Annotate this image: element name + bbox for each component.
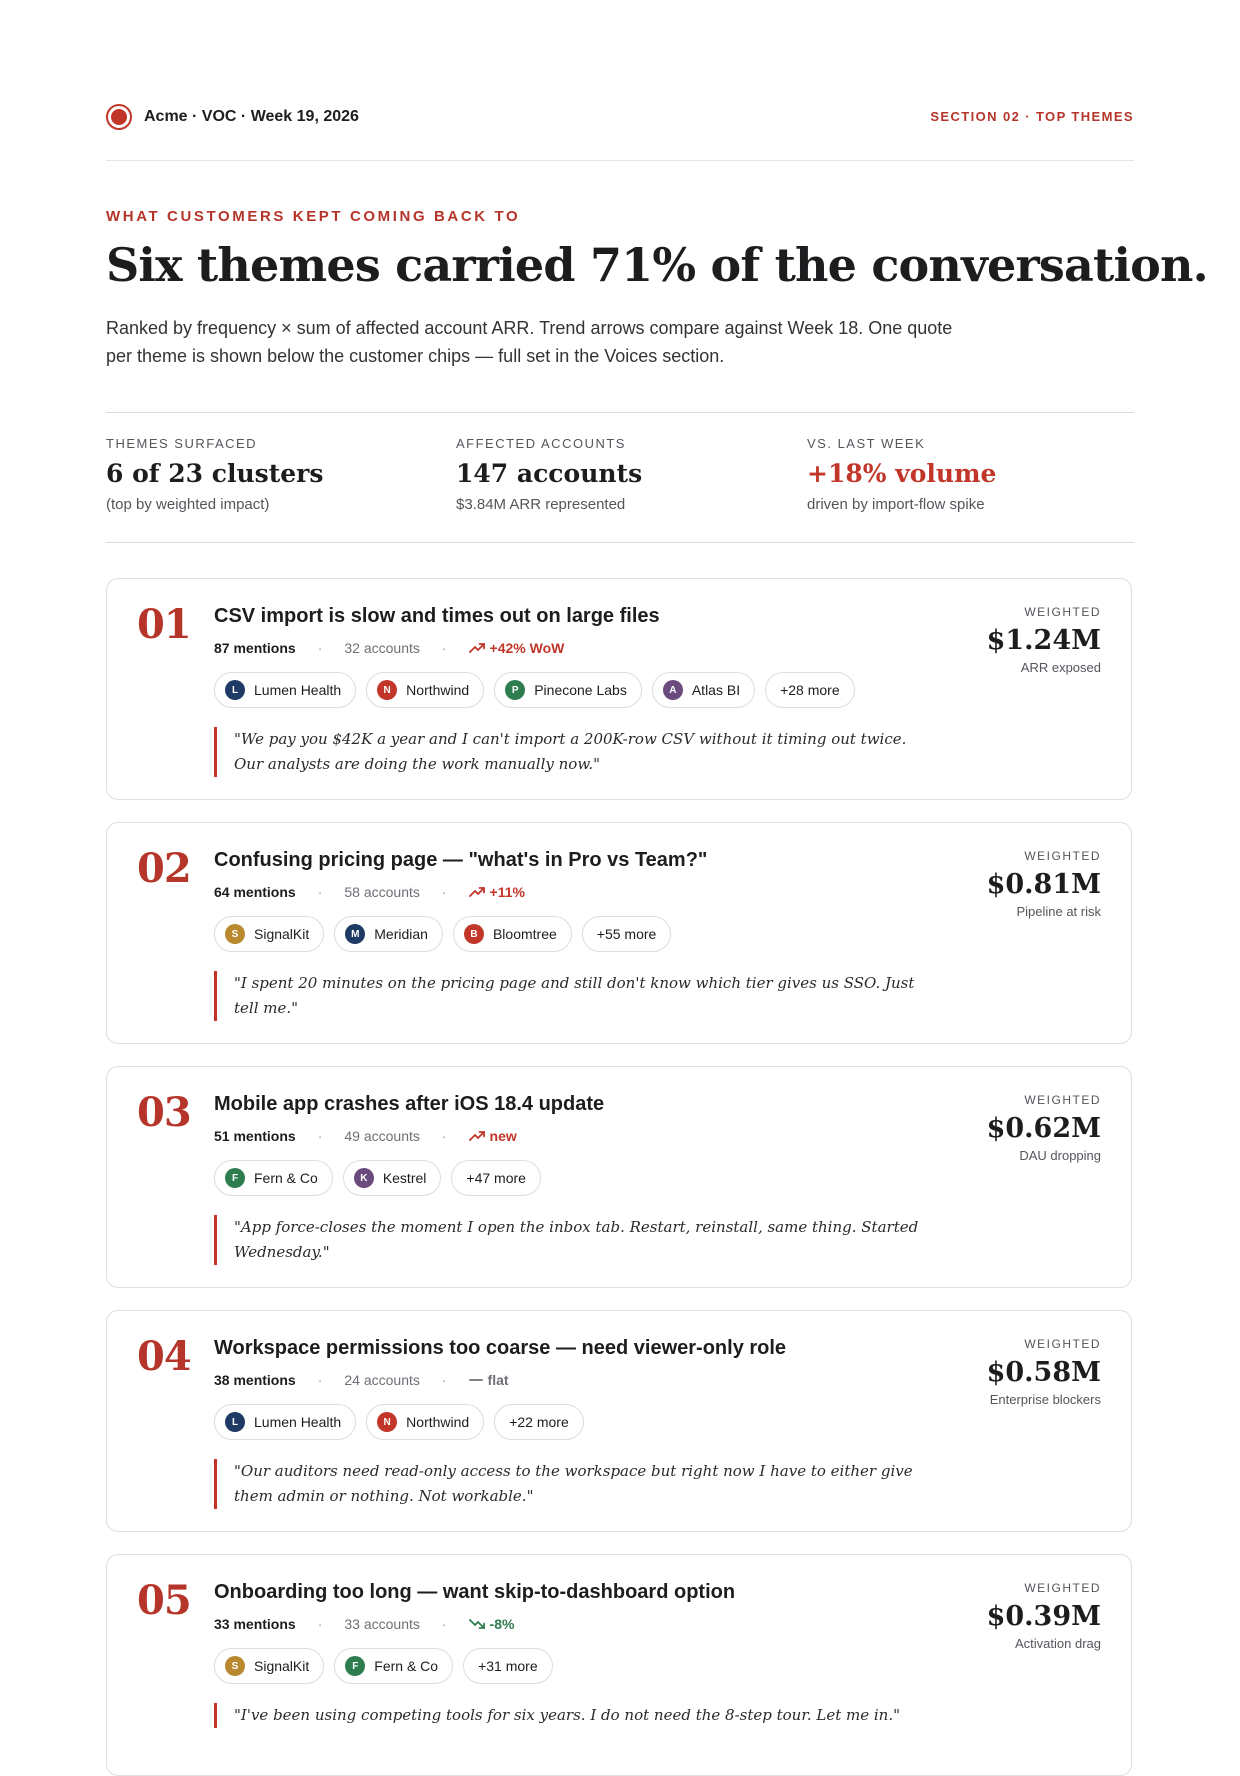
customer-avatar: N	[377, 1412, 397, 1432]
customer-avatar: A	[663, 680, 683, 700]
customer-name: SignalKit	[254, 1658, 310, 1674]
trend-up-icon	[469, 886, 485, 898]
customer-chips	[214, 1404, 594, 1440]
stat-value: 6 of 23 clusters	[106, 459, 324, 488]
trend-up-icon	[469, 642, 485, 654]
stat-label: AFFECTED ACCOUNTS	[456, 436, 626, 451]
meta-separator: ·	[317, 1372, 323, 1388]
weighted-impact	[987, 1581, 1101, 1651]
trend-down-icon	[469, 1618, 485, 1630]
customer-chip[interactable]	[494, 672, 642, 708]
weighted-value: $0.62M	[986, 1113, 1101, 1144]
weighted-value: $1.24M	[986, 625, 1101, 656]
more-customers-chip[interactable]: +22 more	[494, 1404, 584, 1440]
trend-up-icon	[469, 1130, 485, 1142]
stat-note: driven by import-flow spike	[807, 496, 985, 513]
customer-name: Kestrel	[382, 1170, 427, 1186]
theme-title: Confusing pricing page — "what's in Pro vs Team?"	[214, 849, 708, 871]
theme-meta	[214, 1128, 517, 1144]
customer-chip[interactable]	[214, 1160, 333, 1196]
weighted-note: Pipeline at risk	[1016, 904, 1101, 919]
customer-chip[interactable]	[214, 916, 324, 952]
stat-value: +18% volume	[807, 459, 997, 488]
weighted-note: Enterprise blockers	[989, 1392, 1101, 1407]
meta-separator: ·	[441, 1128, 447, 1144]
more-customers-chip[interactable]: +28 more	[765, 672, 855, 708]
customer-chip[interactable]	[214, 672, 356, 708]
customer-avatar: S	[225, 1656, 245, 1676]
theme-title: Onboarding too long — want skip-to-dashboard option	[214, 1581, 736, 1603]
customer-avatar: F	[345, 1656, 365, 1676]
customer-quote: "I've been using competing tools for six years. I do not need the 8-step tour. Let me in."	[214, 1703, 934, 1728]
theme-meta	[214, 1372, 509, 1388]
customer-avatar: N	[377, 680, 397, 700]
customer-chip[interactable]	[343, 1160, 442, 1196]
header-divider	[106, 160, 1134, 161]
weighted-label: WEIGHTED	[1024, 1093, 1101, 1107]
weighted-impact	[987, 605, 1101, 675]
meta-separator: ·	[317, 884, 323, 900]
customer-quote: "App force-closes the moment I open the inbox tab. Restart, reinstall, same thing. Started Wednesday."	[214, 1215, 934, 1265]
theme-rank: 03	[137, 1089, 191, 1136]
customer-name: Northwind	[406, 1414, 470, 1430]
stat-label: VS. LAST WEEK	[807, 436, 926, 451]
stat-affected-accounts	[456, 436, 776, 513]
theme-card	[106, 1066, 1132, 1288]
weighted-impact	[987, 1337, 1101, 1407]
trend-indicator	[469, 1372, 509, 1388]
customer-chips	[214, 1160, 551, 1196]
weighted-label: WEIGHTED	[1024, 605, 1101, 619]
theme-rank: 02	[137, 845, 191, 892]
mention-count: 51 mentions	[214, 1128, 296, 1144]
page-title: Six themes carried 71% of the conversation.	[106, 238, 1208, 292]
trend-indicator	[469, 884, 525, 900]
account-count: 24 accounts	[344, 1372, 420, 1388]
theme-card	[106, 1554, 1132, 1776]
meta-separator: ·	[317, 1616, 323, 1632]
intro-text: Ranked by frequency × sum of affected account ARR. Trend arrows compare against Week 18. One quote per theme is shown below the customer chips — full set in the Voices section.	[106, 318, 953, 366]
trend-indicator	[469, 1128, 517, 1144]
weighted-note: Activation drag	[1015, 1636, 1101, 1651]
customer-name: Lumen Health	[254, 682, 342, 698]
meta-separator: ·	[317, 640, 323, 656]
trend-value: new	[489, 1128, 517, 1144]
mention-count: 38 mentions	[214, 1372, 296, 1388]
customer-chips	[214, 916, 681, 952]
account-count: 58 accounts	[344, 884, 420, 900]
customer-quote: "We pay you $42K a year and I can't import a 200K-row CSV without it timing out twice. Our analysts are doing the work manually now."	[214, 727, 934, 777]
theme-meta	[214, 1616, 514, 1632]
customer-chip[interactable]	[453, 916, 572, 952]
report-header	[106, 104, 1134, 134]
meta-separator: ·	[317, 1128, 323, 1144]
trend-value: +42% WoW	[489, 640, 565, 656]
customer-name: Lumen Health	[254, 1414, 342, 1430]
customer-quote: "I spent 20 minutes on the pricing page and still don't know which tier gives us SSO. Just tell me."	[214, 971, 934, 1021]
stat-label: THEMES SURFACED	[106, 436, 258, 451]
brand	[106, 104, 359, 130]
meta-separator: ·	[441, 1616, 447, 1632]
customer-name: Northwind	[406, 682, 470, 698]
customer-name: Fern & Co	[254, 1170, 318, 1186]
theme-title: CSV import is slow and times out on large files	[214, 605, 660, 627]
customer-chip[interactable]	[214, 1404, 356, 1440]
customer-chip[interactable]	[334, 1648, 453, 1684]
weighted-label: WEIGHTED	[1024, 1337, 1101, 1351]
customer-avatar: P	[505, 680, 525, 700]
customer-chip[interactable]	[652, 672, 755, 708]
meta-separator: ·	[441, 1372, 447, 1388]
account-count: 49 accounts	[344, 1128, 420, 1144]
theme-card	[106, 1310, 1132, 1532]
weighted-impact	[987, 849, 1101, 919]
stat-note: $3.84M ARR represented	[456, 496, 626, 513]
mention-count: 87 mentions	[214, 640, 296, 656]
more-customers-chip[interactable]: +55 more	[582, 916, 672, 952]
customer-avatar: B	[464, 924, 484, 944]
customer-quote: "Our auditors need read-only access to the workspace but right now I have to either give them admin or nothing. Not workable."	[214, 1459, 934, 1509]
stat-themes-surfaced	[106, 436, 426, 513]
customer-chips	[214, 1648, 563, 1684]
trend-value: +11%	[489, 884, 525, 900]
customer-avatar: L	[225, 680, 245, 700]
theme-title: Workspace permissions too coarse — need viewer-only role	[214, 1337, 787, 1359]
account-count: 33 accounts	[344, 1616, 420, 1632]
account-count: 32 accounts	[344, 640, 420, 656]
customer-chip[interactable]	[366, 1404, 484, 1440]
customer-avatar: M	[345, 924, 365, 944]
theme-card	[106, 822, 1132, 1044]
customer-avatar: S	[225, 924, 245, 944]
customer-name: SignalKit	[254, 926, 310, 942]
trend-indicator	[469, 640, 565, 656]
theme-meta	[214, 884, 525, 900]
theme-card	[106, 578, 1132, 800]
weighted-note: ARR exposed	[1020, 660, 1101, 675]
theme-meta	[214, 640, 564, 656]
trend-indicator	[469, 1616, 515, 1632]
customer-avatar: F	[225, 1168, 245, 1188]
customer-name: Meridian	[374, 926, 428, 942]
brand-logo-icon	[106, 104, 132, 130]
customer-chip[interactable]	[366, 672, 484, 708]
stat-value: 147 accounts	[456, 459, 643, 488]
trend-value: -8%	[489, 1616, 515, 1632]
trend-flat-icon	[469, 1374, 483, 1386]
more-customers-chip[interactable]: +47 more	[451, 1160, 541, 1196]
customer-name: Atlas BI	[691, 682, 741, 698]
weighted-impact	[987, 1093, 1101, 1163]
weighted-value: $0.58M	[986, 1357, 1101, 1388]
stats-divider-bottom	[106, 542, 1134, 543]
mention-count: 33 mentions	[214, 1616, 296, 1632]
meta-separator: ·	[441, 884, 447, 900]
weighted-value: $0.39M	[986, 1601, 1101, 1632]
customer-name: Fern & Co	[374, 1658, 439, 1674]
eyebrow: WHAT CUSTOMERS KEPT COMING BACK TO	[106, 208, 521, 225]
customer-name: Bloomtree	[492, 926, 557, 942]
customer-chip[interactable]	[214, 1648, 324, 1684]
customer-avatar: L	[225, 1412, 245, 1432]
weighted-label: WEIGHTED	[1024, 849, 1101, 863]
stat-note: (top by weighted impact)	[106, 496, 270, 513]
section-tag: SECTION 02 · TOP THEMES	[930, 109, 1134, 124]
customer-name: Pinecone Labs	[534, 682, 627, 698]
brand-title: Acme · VOC · Week 19, 2026	[144, 108, 359, 125]
weighted-label: WEIGHTED	[1024, 1581, 1101, 1595]
theme-rank: 01	[137, 601, 191, 648]
trend-value: flat	[487, 1372, 509, 1388]
stats-divider-top	[106, 412, 1134, 413]
stat-vs-last-week	[807, 436, 1127, 513]
customer-avatar: K	[354, 1168, 374, 1188]
weighted-note: DAU dropping	[1019, 1148, 1101, 1163]
theme-rank: 04	[137, 1333, 191, 1380]
more-customers-chip[interactable]: +31 more	[463, 1648, 553, 1684]
theme-title: Mobile app crashes after iOS 18.4 update	[214, 1093, 605, 1115]
meta-separator: ·	[441, 640, 447, 656]
theme-rank: 05	[137, 1577, 191, 1624]
customer-chips	[214, 672, 865, 708]
customer-chip[interactable]	[334, 916, 443, 952]
weighted-value: $0.81M	[986, 869, 1101, 900]
mention-count: 64 mentions	[214, 884, 296, 900]
